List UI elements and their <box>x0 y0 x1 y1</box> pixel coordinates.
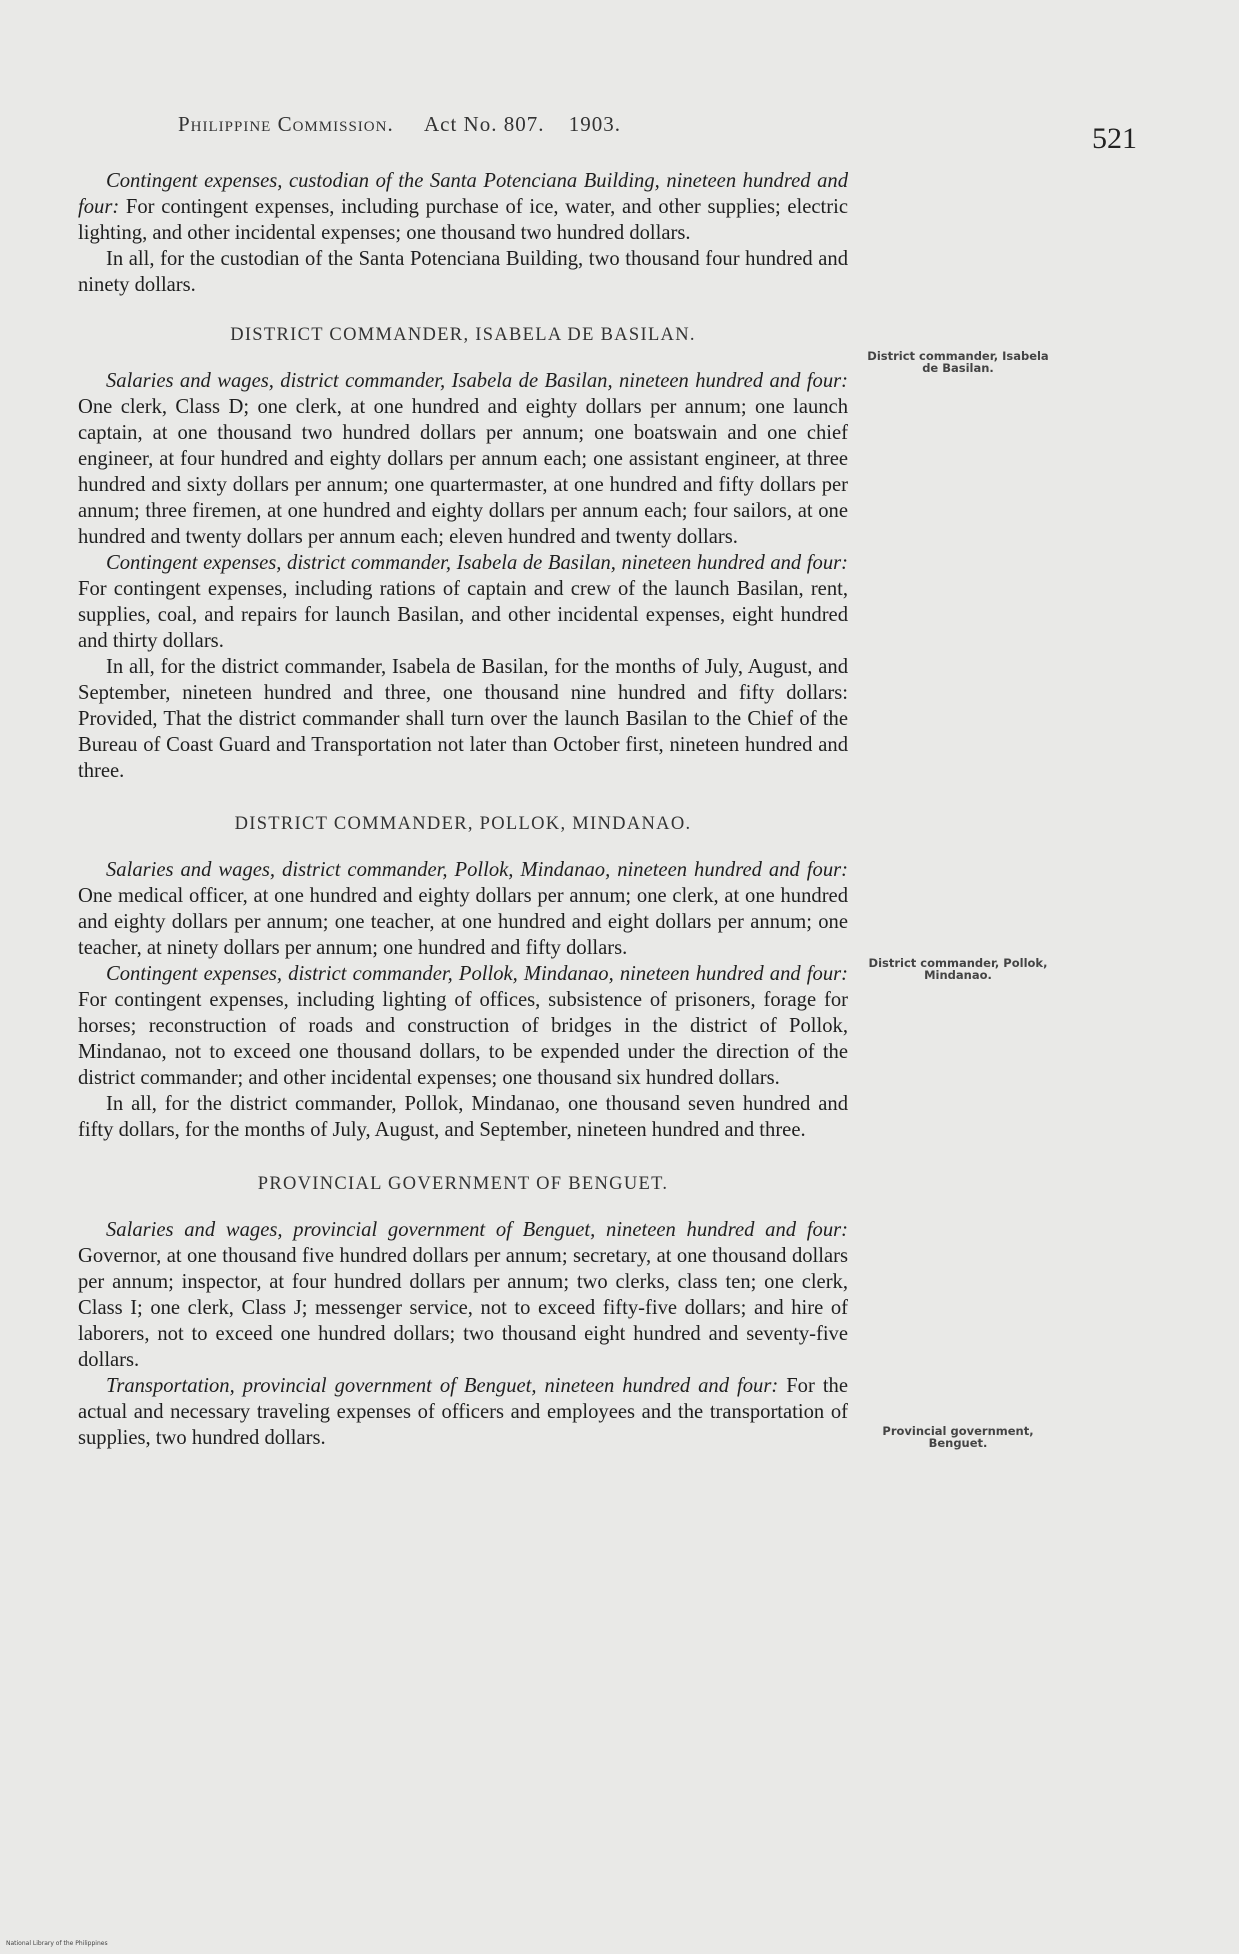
running-header <box>178 112 621 137</box>
paragraph-text: For the actual and necessary traveling expenses of officers and employees and the transportation of supplies, two hundred dollars. <box>78 1375 848 1449</box>
page-number: 521 <box>1092 122 1137 155</box>
paragraph-lead: Transportation, provincial government of Benguet, nineteen hundred and four: <box>106 1375 779 1397</box>
body-text <box>78 168 848 1451</box>
paragraph-text: In all, for the district commander, Pollok, Mindanao, one thousand seven hundred and fifty dollars, for the months of July, August, and September, nineteen hundred and three. <box>78 1093 848 1141</box>
section-heading: PROVINCIAL GOVERNMENT OF BENGUET. <box>257 1174 669 1194</box>
paragraph <box>78 961 848 1091</box>
paragraph <box>78 1373 848 1451</box>
scan-footer: National Library of the Philippines <box>6 1940 108 1947</box>
header-title: Philippine Commission. <box>178 112 394 136</box>
header-year: 1903. <box>568 112 621 136</box>
paragraph-text: For contingent expenses, including purchase of ice, water, and other supplies; electric lighting, and other incidental expenses; one thousand two hundred dollars. <box>78 196 848 244</box>
paragraph-text: In all, for the district commander, Isabela de Basilan, for the months of July, August, and September, nineteen hundred and three, one thousand nine hundred and fifty dollars: Provided, That the district commander shall turn over the launch Basilan to the Chief of the Bureau of Coast Guard and Transportation not later than October first, nineteen hundred and three. <box>78 656 848 782</box>
section-heading: DISTRICT COMMANDER, ISABELA DE BASILAN. <box>230 325 696 345</box>
paragraph-lead: Salaries and wages, district commander, Isabela de Basilan, nineteen hundred and four: <box>106 370 848 392</box>
paragraph-text: For contingent expenses, including lighting of offices, subsistence of prisoners, forage for horses; reconstruction of roads and construction of bridges in the district of Pollok, Mindanao, not to exceed one thousand dollars, to be expended under the direction of the district commander; and other incidental expenses; one thousand six hundred dollars. <box>78 989 848 1089</box>
header-act: Act No. 807. <box>423 112 545 136</box>
margin-note: Provincial government, Benguet. <box>882 1424 1034 1450</box>
paragraph-text: For contingent expenses, including rations of captain and crew of the launch Basilan, rent, supplies, coal, and repairs for launch Basilan, and other incidental expenses, eight hundred and thirty dollars. <box>78 578 848 652</box>
paragraph <box>78 368 848 550</box>
paragraph <box>78 654 848 784</box>
section-heading: DISTRICT COMMANDER, POLLOK, MINDANAO. <box>234 814 692 834</box>
paragraph-text: In all, for the custodian of the Santa Potenciana Building, two thousand four hundred and ninety dollars. <box>78 248 848 296</box>
paragraph-lead: Salaries and wages, district commander, Pollok, Mindanao, nineteen hundred and four: <box>106 859 848 881</box>
paragraph-lead: Contingent expenses, custodian of the Santa Potenciana Building, nineteen hundred and four: <box>78 170 848 218</box>
paragraph-lead: Contingent expenses, district commander, Isabela de Basilan, nineteen hundred and four: <box>106 552 848 574</box>
paragraph <box>78 246 848 298</box>
paragraph <box>78 1091 848 1143</box>
paragraph-lead: Contingent expenses, district commander, Pollok, Mindanao, nineteen hundred and four: <box>106 963 848 985</box>
paragraph-text: One clerk, Class D; one clerk, at one hundred and eighty dollars per annum; one launch captain, at one thousand two hundred dollars per annum; one boatswain and one chief engineer, at four hundred and eighty dollars per annum each; one assistant engineer, at three hundred and sixty dollars per annum; one quartermaster, at one hundred and fifty dollars per annum; three firemen, at one hundred and eighty dollars per annum each; four sailors, at one hundred and twenty dollars per annum each; eleven hundred and twenty dollars. <box>78 396 848 548</box>
margin-note: District commander, Pollok, Mindanao. <box>868 956 1048 982</box>
paragraph-lead: Salaries and wages, provincial government of Benguet, nineteen hundred and four: <box>106 1219 848 1241</box>
paragraph-text: One medical officer, at one hundred and eighty dollars per annum; one clerk, at one hundred and eighty dollars per annum; one teacher, at one hundred and eight dollars per annum; one teacher, at ninety dollars per annum; one hundred and fifty dollars. <box>78 885 848 959</box>
paragraph-text: Governor, at one thousand five hundred dollars per annum; secretary, at one thousand dollars per annum; inspector, at four hundred dollars per annum; two clerks, class ten; one clerk, Class I; one clerk, Class J; messenger service, not to exceed fifty-five dollars; and hire of laborers, not to exceed one hundred dollars; two thousand eight hundred and seventy-five dollars. <box>78 1245 848 1371</box>
paragraph <box>78 550 848 654</box>
paragraph <box>78 1217 848 1373</box>
margin-note: District commander, Isabela de Basilan. <box>867 349 1049 375</box>
paragraph <box>78 168 848 246</box>
paragraph <box>78 857 848 961</box>
